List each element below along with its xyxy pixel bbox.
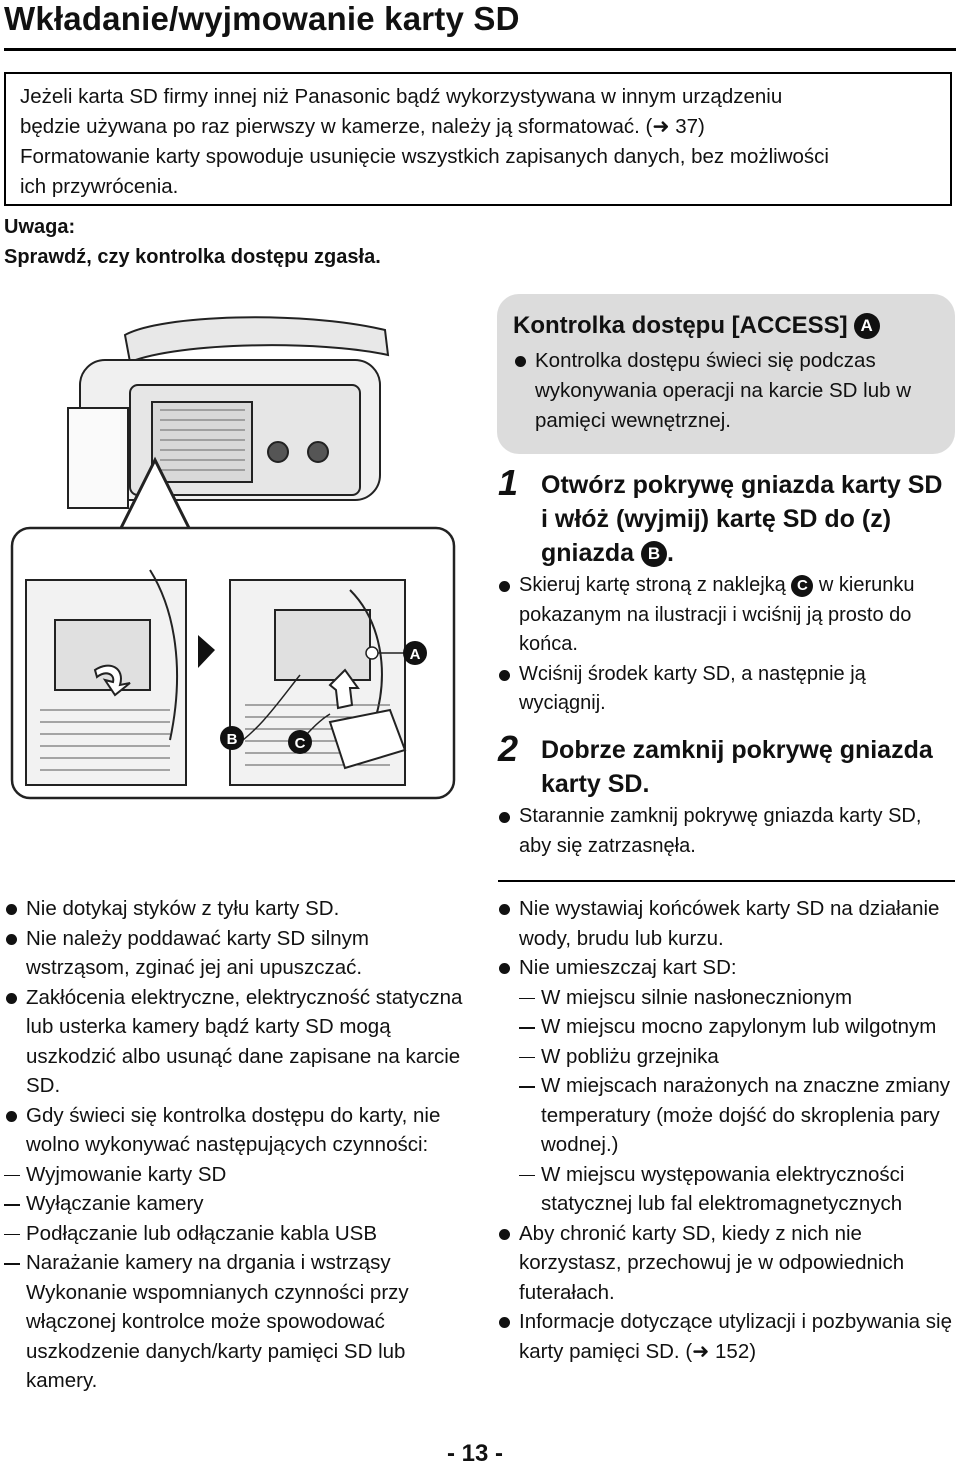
dash-item: W miejscu mocno zapylonym lub wilgotnym [519, 1012, 957, 1042]
access-led-icon [366, 647, 378, 659]
marker-b-badge: B [641, 541, 667, 567]
list-item: Nie dotykaj styków z tyłu karty SD. [4, 894, 474, 924]
dash-item: W miejscu silnie nasłonecznionym [519, 983, 957, 1013]
camera-illustration [0, 290, 490, 810]
step-1-number: 1 [498, 462, 519, 503]
list-item: Wciśnij środek karty SD, a następnie ją wyciągnij. [497, 660, 955, 719]
note-label: Uwaga: [4, 216, 76, 238]
step-1-title [541, 468, 951, 570]
dash-item: Narażanie kamery na drgania i wstrząsy [4, 1248, 474, 1278]
notice-text [20, 82, 935, 202]
marker-c-badge: C [791, 575, 813, 597]
page-number: - 13 - [447, 1440, 504, 1467]
title-divider [4, 48, 956, 51]
list-item: Zakłócenia elektryczne, elektryczność statyczna lub usterka kamery bądź karty SD mogą uszkodzić albo usunąć dane zapisane na karcie SD. [4, 983, 474, 1101]
notice-line: będzie używana po raz pierwszy w kamerze, należy ją sformatować. (➜ 37) [20, 115, 705, 138]
section-divider [498, 880, 955, 882]
warning-paragraph: Wykonanie wspomnianych czynności przy włączonej kontrolce może spowodować uszkodzenie danych/karty pamięci SD lub kamery. [26, 1280, 409, 1392]
note-text: Sprawdź, czy kontrolka dostępu zgasła. [4, 246, 381, 268]
access-title-text: Kontrolka dostępu [ACCESS] [513, 312, 848, 339]
list-item [497, 571, 955, 660]
marker-a-label: A [409, 646, 421, 663]
step-1-title-text: Otwórz pokrywę gniazda karty SD i włóż (wyjmij) kartę SD do (z) gniazda [541, 471, 943, 567]
list-item: Nie wystawiaj końcówek karty SD na działanie wody, brudu lub kurzu. [497, 894, 957, 953]
camera-body-top [68, 317, 388, 508]
left-column-notes [4, 894, 474, 1396]
list-item: Kontrolka dostępu świeci się podczas wykonywania operacji na karcie SD lub w pamięci wewnętrznej. [513, 346, 943, 436]
page-title: Wkładanie/wyjmowanie karty SD [4, 0, 520, 37]
marker-b-label: B [226, 731, 238, 748]
dash-item: Wyjmowanie karty SD [4, 1160, 474, 1190]
notice-line: Jeżeli karta SD firmy innej niż Panasonic bądź wykorzystywana w innym urządzeniu [20, 85, 783, 108]
notice-line: ich przywrócenia. [20, 175, 179, 198]
detail-left [26, 570, 186, 785]
marker-b-icon [220, 726, 244, 750]
step-2-title: Dobrze zamknij pokrywę gniazda karty SD. [541, 736, 933, 798]
list-item: Nie umieszczaj kart SD: [497, 953, 957, 983]
dash-item: W miejscu występowania elektryczności statycznej lub fal elektromagnetycznych [519, 1160, 957, 1219]
right-column-notes [497, 894, 957, 1366]
step-2-number: 2 [498, 728, 519, 769]
marker-a-icon [403, 641, 427, 665]
step-1-bullet-1a: Skieruj kartę stroną z naklejką [519, 574, 786, 596]
dash-item: W miejscach narażonych na znaczne zmiany temperatury (może dojść do skroplenia pary wodnej.) [519, 1071, 957, 1160]
list-item: Aby chronić karty SD, kiedy z nich nie korzystasz, przechowuj je w odpowiednich futerałach. [497, 1219, 957, 1308]
access-bullet [513, 346, 943, 436]
marker-c-icon [288, 730, 312, 754]
list-item: Informacje dotyczące utylizacji i pozbywania się karty pamięci SD. (➜ 152) [497, 1307, 957, 1366]
access-title [513, 312, 880, 340]
marker-a-badge: A [854, 313, 880, 339]
list-item: Starannie zamknij pokrywę gniazda karty SD, aby się zatrzasnęła. [497, 802, 955, 861]
step-1-bullet-1b: w kierunku pokazanym na ilustracji i wciśnij ją prosto do końca. [519, 574, 915, 655]
list-item: Gdy świeci się kontrolka dostępu do karty, nie wolno wykonywać następujących czynności: [4, 1101, 474, 1160]
notice-line: Formatowanie karty spowoduje usunięcie wszystkich zapisanych danych, bez możliwości [20, 145, 829, 168]
step-1-title-end: . [667, 539, 674, 567]
dash-item: Podłączanie lub odłączanie kabla USB [4, 1219, 474, 1249]
dash-item: W pobliżu grzejnika [519, 1042, 957, 1072]
list-item: Nie należy poddawać karty SD silnym wstrząsom, zginać jej ani upuszczać. [4, 924, 474, 983]
step-2-bullets [497, 802, 955, 861]
dash-item: Wyłączanie kamery [4, 1189, 474, 1219]
step-1-bullets [497, 571, 955, 719]
marker-c-label: C [294, 735, 306, 752]
